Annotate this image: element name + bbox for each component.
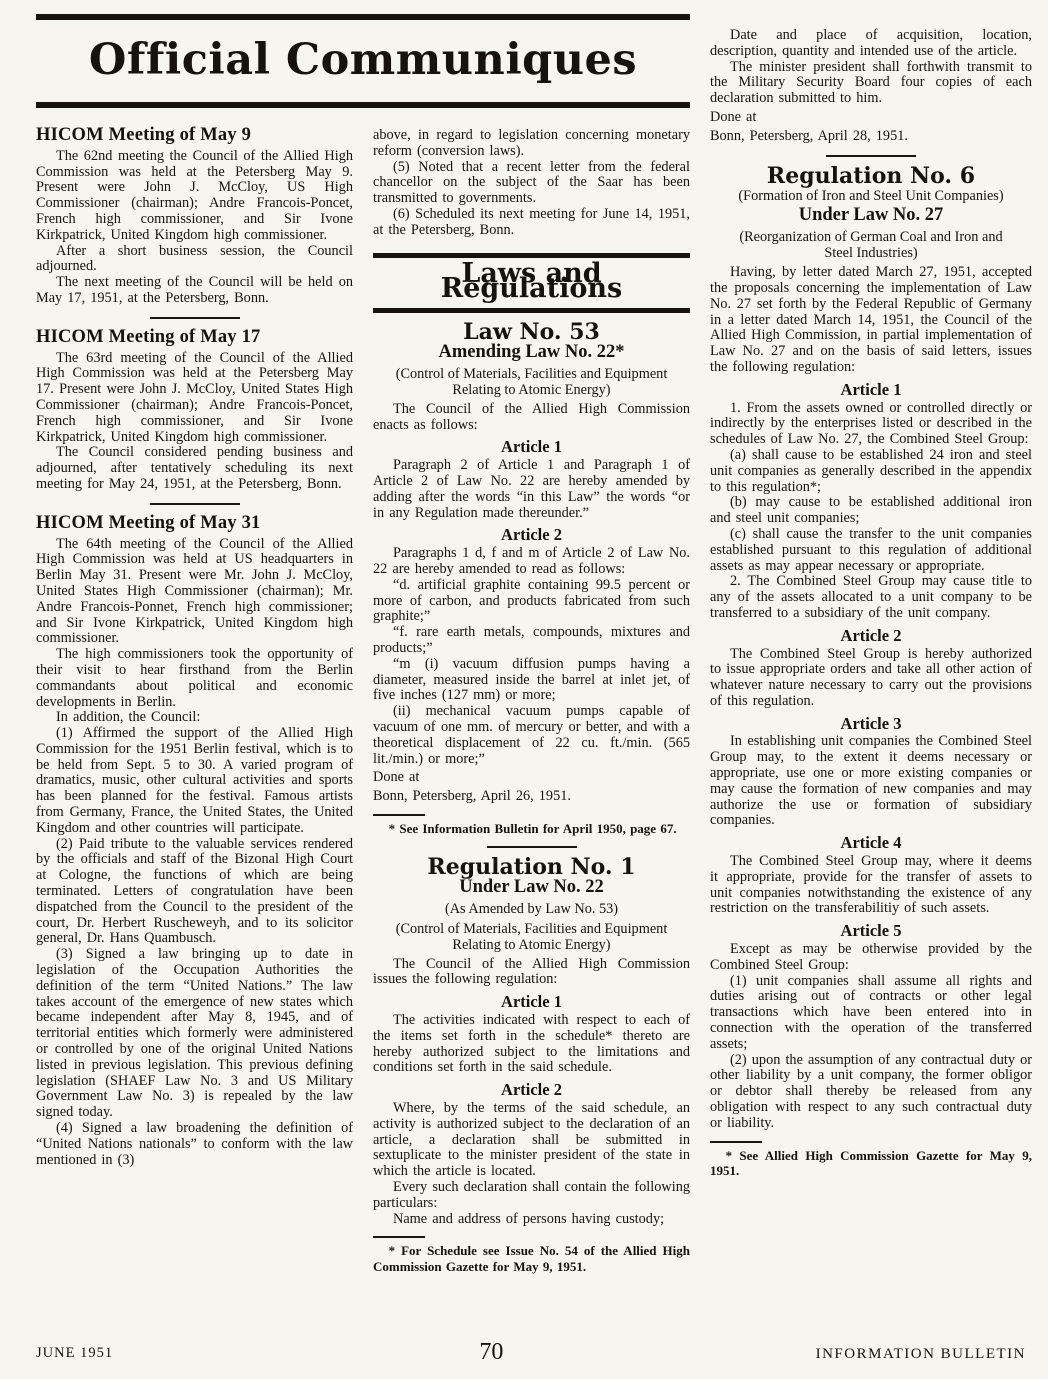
paragraph: (2) Paid tribute to the valuable services rendered by the officials and staff of the Bizonal High Court at Cologne, the functions of which are being terminated. Letters of congratulation have been dispatched from the Council to the president of the court, Dr. Herbert Ruscheweyh, and to its solicitor general, Dr. Hans Quambusch.: [36, 835, 353, 947]
law-subtitle: Amending Law No. 22*: [438, 341, 625, 362]
article-heading: Article 2: [501, 1080, 562, 1100]
paragraph: The 62nd meeting the Council of the Allied High Commission was held at the Petersberg May 9. Present were John J. McCloy, US High Commissioner (chairman); Andre Francois-Poncet, French high commissioner, and Sir Ivone Kirkpatrick, United Kingdom high commissioner.: [36, 147, 353, 243]
law-subtitle: Under Law No. 27: [798, 205, 944, 226]
paragraph: above, in regard to legislation concerning monetary reform (conversion laws).: [373, 127, 690, 159]
paragraph: (2) upon the assumption of any contractual duty or other liability by a unit company, the former obligor or debtor shall thereby be released from any obligation with respect to any such contractual duty or liability.: [710, 1051, 1032, 1131]
article-heading: Article 1: [501, 992, 562, 1012]
paragraph: 1. From the assets owned or controlled directly or indirectly by the enterprises listed or described in the schedules of Law No. 27, the Combined Steel Group:: [710, 399, 1032, 448]
article-heading: Article 5: [840, 921, 902, 941]
paragraph: Bonn, Petersberg, April 28, 1951.: [710, 127, 908, 144]
masthead: [36, 14, 690, 108]
paragraph: (a) shall cause to be established 24 iron and steel unit companies as generally described in the appendix to this regulation*;: [710, 446, 1032, 495]
paragraph: The Combined Steel Group is hereby authorized to issue appropriate orders and take all other action of whatever nature necessary to carry out the provisions of this regulation.: [710, 645, 1032, 709]
paragraph: In establishing unit companies the Combined Steel Group may, to the extent it deems necessary or appropriate, use one or more existing companies or may cause the formation of new companies and may authorize the use or formation of subsidiary companies.: [710, 733, 1032, 829]
law-title: Regulation No. 1: [427, 854, 636, 881]
paragraph: (1) Affirmed the support of the Allied High Commission for the 1951 Berlin festival, which is to be held from Sept. 5 to 30. A varied program of dramatics, music, other cultural activities and sports has been planned for the festival. Famous artists from Germany, France, the United States, the United Kingdom and other countries will participate.: [36, 725, 353, 836]
paragraph: Done at: [710, 108, 757, 125]
paragraph: Where, by the terms of the said schedule, an activity is authorized subject to the declaration of an article, a declaration shall be submitted in sextuplicate to the minister president of the state in which the article is located.: [373, 1100, 690, 1180]
page-content: [36, 14, 1032, 1274]
paragraph: Done at: [373, 769, 420, 786]
paragraph: Every such declaration shall contain the following particulars:: [373, 1179, 690, 1211]
paragraph: The Council of the Allied High Commission enacts as follows:: [373, 400, 690, 433]
article-heading: Article 1: [840, 379, 902, 399]
paragraph: 2. The Combined Steel Group may cause title to any of the assets allocated to a unit company to be transferred to a subsidiary of the unit company.: [710, 573, 1032, 621]
section-divider: [487, 846, 577, 848]
footnote-rule: [373, 814, 425, 816]
paragraph: “m (i) vacuum diffusion pumps having a diameter, measured inside the barrel at inlet jet, of five inches (127 mm) or more;: [373, 655, 690, 704]
page-title: Official Communiques: [88, 35, 638, 85]
main-area: [36, 14, 690, 1274]
paragraph: Having, by letter dated March 27, 1951, accepted the proposals concerning the implementation of Law No. 27 set forth by the Federal Republic of Germany in a letter dated March 14, 1951, the Council of the Allied High Commission, in partial implementation of Law No. 27 and on the basis of said letters, issues the following regulation:: [710, 264, 1032, 375]
paragraph: After a short business session, the Council adjourned.: [36, 242, 353, 275]
paragraph: The Council considered pending business and adjourned, after tentatively scheduling its next meeting for May 24, 1951, at the Petersberg, Bonn.: [36, 444, 353, 492]
paragraph: “f. rare earth metals, compounds, mixtures and products;”: [373, 624, 690, 656]
section-heading: HICOM Meeting of May 17: [36, 326, 261, 347]
footnote: * For Schedule see Issue No. 54 of the Allied High Commission Gazette for May 9, 1951.: [373, 1243, 690, 1274]
paragraph: The minister president shall forthwith transmit to the Military Security Board four copies of each declaration submitted to him.: [710, 58, 1032, 107]
paragraph: Date and place of acquisition, location, description, quantity and intended use of the article.: [710, 27, 1032, 59]
footnote-rule: [710, 1141, 762, 1143]
footer-issue-date: JUNE 1951: [36, 1345, 114, 1361]
column-right: [710, 14, 1032, 1274]
section-divider: [150, 317, 240, 319]
paragraph: The 63rd meeting of the Council of the Allied High Commission was held at the Petersberg May 17. Present were John J. McCloy, United States High Commissioner (chairman); Andre Francois-Poncet, French high commissioner, and Sir Ivone Kirkpatrick, United Kingdom high commissioner.: [36, 349, 353, 445]
paragraph: (3) Signed a law bringing up to date in legislation of the Occupation Authorities the definition of the term “United Nations.” The law takes account of the emergence of new states which became independent after May 8, 1945, and of territorial entities which formerly were administered or controlled by one of the original United Nations listed in previous legislation. This previous defining legislation (SHAEF Law No. 3 and US Military Government Law No. 3) is repealed by the law signed today.: [36, 946, 353, 1121]
subtitle-line: (Control of Materials, Facilities and Equipment Relating to Atomic Energy): [395, 920, 668, 953]
section-divider: [150, 503, 240, 505]
paragraph: “d. artificial graphite containing 99.5 percent or more of carbon, and products fabricated from such graphite;”: [373, 576, 690, 625]
subtitle-line: (Reorganization of German Coal and Iron and Steel Industries): [739, 229, 1003, 262]
paragraph: The Combined Steel Group may, where it deems it appropriate, provide for the transfer of assets to unit companies notwithstanding the existence of any restriction on the transferabilitiy of such assets.: [710, 853, 1032, 917]
paragraph: Except as may be otherwise provided by the Combined Steel Group:: [710, 941, 1032, 973]
paragraph: (4) Signed a law broadening the definition of “United Nations nationals” to conform with the law mentioned in (3): [36, 1120, 353, 1168]
paragraph: (1) unit companies shall assume all rights and duties arising out of contracts or other legal transactions which have been entered into in connection with the operation of the transferred assets;: [710, 972, 1032, 1052]
subtitle-line: (Control of Materials, Facilities and Equipment Relating to Atomic Energy): [395, 365, 668, 398]
section-heading: HICOM Meeting of May 9: [36, 125, 252, 145]
subtitle-line: (As Amended by Law No. 53): [444, 900, 619, 917]
article-heading: Article 4: [840, 833, 902, 853]
law-title: Regulation No. 6: [766, 162, 976, 189]
column-left: [36, 125, 353, 1274]
paragraph: Name and address of persons having custody;: [393, 1210, 665, 1227]
paragraph: The 64th meeting of the Council of the Allied High Commission was held at US headquarters in Berlin May 31. Present were Mr. John J. McCloy, United States High Commissioner (chairman); Mr. Andre Francois-Ponnet, French high commissioner; and Sir Ivone Kirkpatrick, United Kingdom high commissioner.: [36, 535, 353, 647]
paragraph: The high commissioners took the opportunity of their visit to hear firsthand from the Berlin commandants about political and economic developments in Berlin.: [36, 646, 353, 710]
section-divider: [826, 155, 916, 157]
footer-publication-name: INFORMATION BULLETIN: [815, 1346, 1026, 1362]
paragraph: Paragraph 2 of Article 1 and Paragraph 1 of Article 2 of Law No. 22 are hereby amended by adding after the words “in this Law” the words “or in any Regulation made thereunder.”: [373, 457, 690, 521]
section-banner-title: Laws and Regulations: [373, 253, 690, 314]
footnote: * See Information Bulletin for April 1950, page 67.: [388, 820, 677, 836]
paragraph: The Council of the Allied High Commission issues the following regulation:: [373, 955, 690, 988]
paragraph: (6) Scheduled its next meeting for June 14, 1951, at the Petersberg, Bonn.: [373, 205, 690, 238]
law-subtitle: Under Law No. 22: [459, 876, 604, 897]
paragraph: The activities indicated with respect to each of the items set forth in the schedule* thereto are hereby authorized subject to the limitations and conditions set forth in the said schedule.: [373, 1012, 690, 1076]
paragraph: The next meeting of the Council will be held on May 17, 1951, at the Petersberg, Bonn.: [36, 274, 353, 306]
paragraph: In addition, the Council:: [56, 709, 201, 726]
paragraph: (ii) mechanical vacuum pumps capable of vacuum of one mm. of mercury or better, and with a theoretical displacement of 22 cu. ft./min. (565 lit./min.) or more;”: [373, 703, 690, 767]
column-middle: [373, 128, 690, 1274]
page-number: 70: [479, 1339, 504, 1365]
article-heading: Article 2: [501, 525, 562, 545]
footnote: * See Allied High Commission Gazette for May 9, 1951.: [710, 1147, 1032, 1178]
paragraph: Paragraphs 1 d, f and m of Article 2 of Law No. 22 are hereby amended to read as follows:: [373, 545, 690, 577]
paragraph: (c) shall cause the transfer to the unit companies established pursuant to this regulation of additional assets as may appear necessary or appropriate.: [710, 525, 1032, 574]
article-heading: Article 1: [501, 437, 562, 457]
masthead-rule-bottom: [36, 102, 690, 108]
article-heading: Article 3: [840, 713, 902, 733]
page-footer: [36, 1336, 1026, 1366]
footnote-rule: [373, 1236, 425, 1238]
law-title: Law No. 53: [463, 319, 600, 346]
paragraph: (b) may cause to be established additional iron and steel unit companies;: [710, 494, 1032, 527]
paragraph: Bonn, Petersberg, April 26, 1951.: [373, 788, 571, 805]
paragraph: (5) Noted that a recent letter from the federal chancellor on the subject of the Saar has been transmitted to governments.: [373, 158, 690, 207]
two-column-area: [36, 125, 690, 1274]
subtitle-line: (Formation of Iron and Steel Unit Companies): [738, 188, 1004, 205]
section-heading: HICOM Meeting of May 31: [36, 512, 261, 533]
article-heading: Article 2: [840, 625, 902, 645]
